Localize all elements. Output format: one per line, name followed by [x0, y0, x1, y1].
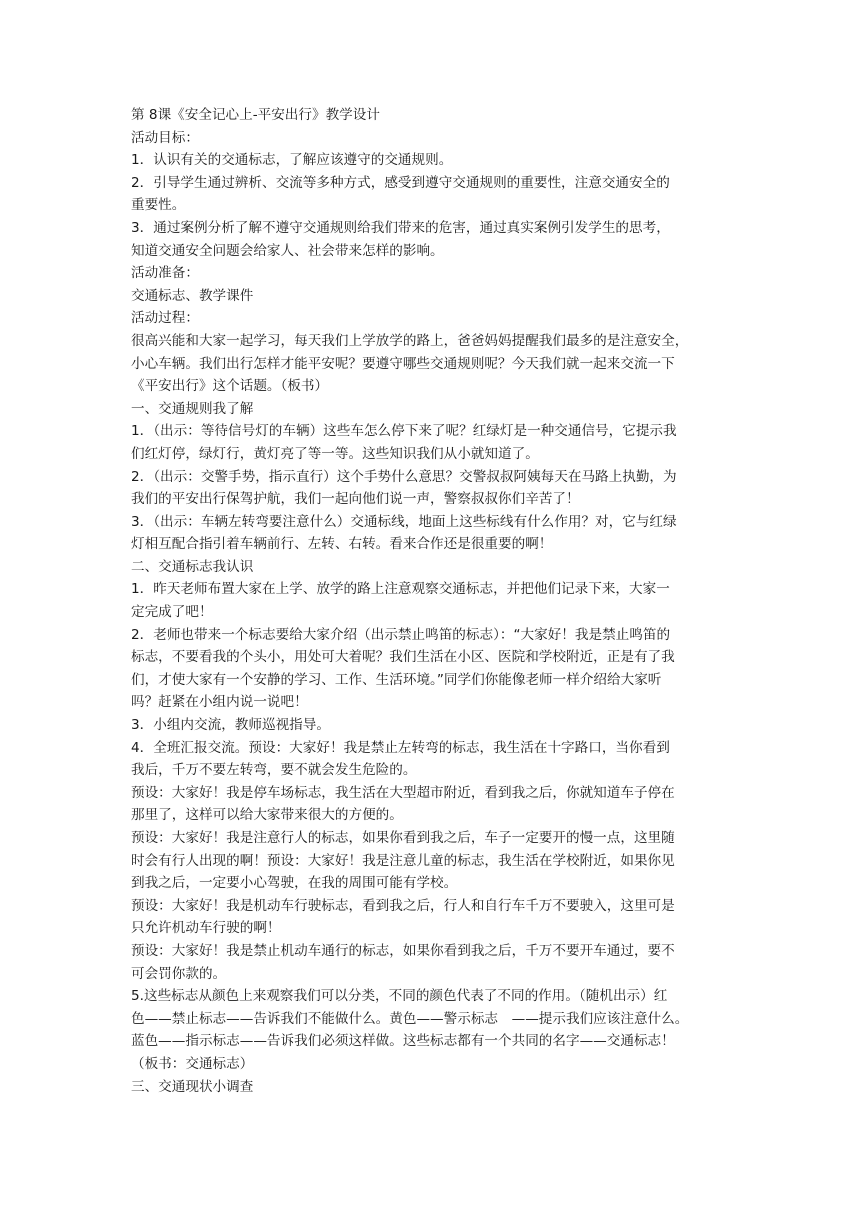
text-line: 交通标志、教学课件: [131, 287, 254, 304]
text-line: 三、交通现状小调查: [131, 1078, 254, 1095]
text-line: 2．引导学生通过辨析、交流等多种方式，感受到遵守交通规则的重要性，注意交通安全的: [131, 174, 670, 191]
text-line: 2．（出示：交警手势，指示直行）这个手势什么意思？交警叔叔阿姨每天在马路上执勤，为: [131, 468, 677, 485]
text-line: 到我之后，一定要小心驾驶，在我的周围可能有学校。: [131, 875, 458, 892]
document-title: 第 8课《安全记心上-平安出行》教学设计: [131, 107, 380, 123]
text-line: 预设：大家好！我是停车场标志，我生活在大型超市附近，看到我之后，你就知道车子停在: [131, 784, 675, 801]
text-line: 吗？赶紧在小组内说一说吧！: [131, 694, 308, 711]
text-line: 们红灯停，绿灯行，黄灯亮了等一等。这些知识我们从小就知道了。: [131, 445, 539, 462]
text-line: 们，才使大家有一个安静的学习、工作、生活环境。”同学们你能像老师一样介绍给大家听: [131, 671, 662, 688]
text-line: 蓝色——指示标志——告诉我们必须这样做。这些标志都有一个共同的名字——交通标志！: [131, 1033, 675, 1050]
text-line: 3．（出示：车辆左转弯要注意什么）交通标线，地面上这些标线有什么作用？对，它与红绿: [131, 513, 677, 530]
text-line: 我后，千万不要左转弯，要不就会发生危险的。: [131, 762, 417, 779]
document-text: [131, 127, 743, 1099]
text-line: 我们的平安出行保驾护航，我们一起向他们说一声，警察叔叔你们辛苦了！: [131, 491, 580, 508]
text-line: 知道交通安全问题会给家人、社会带来怎样的影响。: [131, 242, 444, 259]
text-line: 可会罚你款的。: [131, 965, 227, 982]
text-line: 1．（出示：等待信号灯的车辆）这些车怎么停下来了呢？红绿灯是一种交通信号，它提示我: [131, 423, 677, 440]
text-line: 时会有行人出现的啊！预设：大家好！我是注意儿童的标志，我生活在学校附近，如果你见: [131, 852, 675, 869]
text-line: 3．小组内交流，教师巡视指导。: [131, 717, 330, 734]
text-line: （板书：交通标志）: [131, 1055, 254, 1072]
text-line: 1．认识有关的交通标志，了解应该遵守的交通规则。: [131, 152, 453, 169]
text-line: 预设：大家好！我是禁止机动车通行的标志，如果你看到我之后，千万不要开车通过，要不: [131, 942, 675, 959]
text-line: 《平安出行》这个话题。（板书）: [131, 378, 329, 395]
text-line: 4．全班汇报交流。预设：大家好！我是禁止左转弯的标志，我生活在十字路口，当你看到: [131, 739, 670, 756]
text-line: 3．通过案例分析了解不遵守交通规则给我们带来的危害，通过真实案例引发学生的思考，: [131, 219, 670, 236]
text-line: 色——禁止标志——告诉我们不能做什么。黄色——警示标志 ——提示我们应该注意什么。: [131, 1010, 689, 1027]
text-line: 很高兴能和大家一起学习，每天我们上学放学的路上，爸爸妈妈提醒我们最多的是注意安全，: [131, 332, 689, 349]
text-line: 那里了，这样可以给大家带来很大的方便的。: [131, 807, 403, 824]
text-line: 2．老师也带来一个标志要给大家介绍（出示禁止鸣笛的标志）：“大家好！我是禁止鸣笛的: [131, 626, 671, 643]
text-line: 只允许机动车行驶的啊！: [131, 920, 281, 937]
text-line: 活动过程：: [131, 310, 199, 327]
text-line: 预设：大家好！我是机动车行驶标志，看到我之后，行人和自行车千万不要驶入，这里可是: [131, 897, 675, 914]
document-body: [131, 104, 743, 1098]
text-line: 活动准备：: [131, 265, 199, 282]
text-line: 定完成了吧！: [131, 604, 213, 621]
text-line: 一、交通规则我了解: [131, 400, 254, 417]
text-line: 小心车辆。我们出行怎样才能平安呢？要遵守哪些交通规则呢？今天我们就一起来交流一下: [131, 355, 675, 372]
text-line: 5.这些标志从颜色上来观察我们可以分类，不同的颜色代表了不同的作用。（随机出示）红: [131, 988, 668, 1005]
text-line: 1．昨天老师布置大家在上学、放学的路上注意观察交通标志，并把他们记录下来，大家一: [131, 581, 670, 598]
text-line: 活动目标：: [131, 129, 199, 146]
text-line: 预设：大家好！我是注意行人的标志，如果你看到我之后，车子一定要开的慢一点，这里随: [131, 830, 675, 846]
text-line: 标志，不要看我的个头小，用处可大着呢？我们生活在小区、医院和学校附近，正是有了我: [131, 649, 675, 666]
text-line: 灯相互配合指引着车辆前行、左转、右转。看来合作还是很重要的啊！: [131, 536, 553, 553]
text-line: 二、交通标志我认识: [131, 558, 254, 575]
text-line: 重要性。: [131, 197, 186, 214]
